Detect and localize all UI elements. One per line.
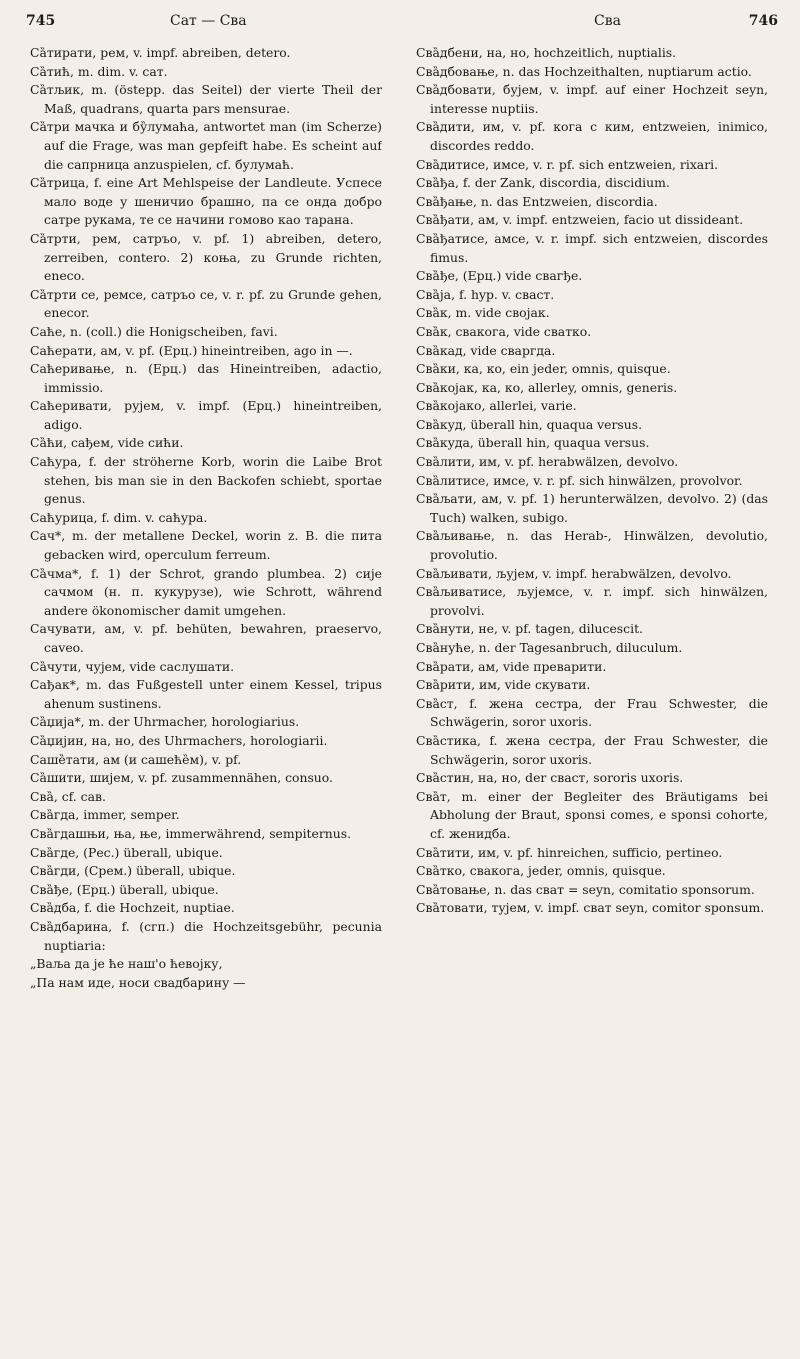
dictionary-entry: Сва̏љивати, љујем, v. impf. herabwälzen, devolvo. xyxy=(416,565,732,581)
dictionary-entry: Сва̏ђање, n. das Entzweien, discordia. xyxy=(416,193,658,209)
dictionary-entry: Сва̏ст, f. жена сестра, der Frau Schwester, die Schwägerin, soror uxoris. xyxy=(416,695,768,730)
dictionary-entry: Сва̏где, (Рес.) überall, ubique. xyxy=(30,844,223,860)
dictionary-entry: Сва̏стика, f. жена сестра, der Frau Schwester, die Schwägerin, soror uxoris. xyxy=(416,732,768,767)
dictionary-entry: Сва̏дбени, на, но, hochzeitlich, nuptialis. xyxy=(416,45,677,60)
dictionary-entry: Сва̏ки, ка, ко, ein jeder, omnis, quisque. xyxy=(416,361,671,377)
left-column xyxy=(30,44,382,1349)
dictionary-entry: Са̏тљик, m. (östeрр. das Seitel) der vierte Theil der Maß, quadrans, quarta pars mensurae. xyxy=(30,82,382,116)
dictionary-entry: Са̏џија*, m. der Uhrmacher, horologiarius. xyxy=(30,714,300,730)
dictionary-entry: Сва̏дбовати, бујем, v. impf. auf einer Hochzeit seyn, interesse nuptiis. xyxy=(416,82,768,116)
dictionary-entry: Сва̏љиватисе, љујемсе, v. r. impf. sich hinwälzen, provolvi. xyxy=(416,584,768,618)
dictionary-entry: Сва̏товање, n. das сват = seyn, comitatio sponsorum. xyxy=(416,881,755,897)
dictionary-entry: Сва̏лити, им, v. pf. herabwälzen, devolvo. xyxy=(416,454,679,470)
page-header xyxy=(26,8,778,34)
dictionary-entry: Са̏шити, шијем, v. pf. zusammennähen, consuo. xyxy=(30,770,333,786)
dictionary-entry: Сва̏стин, на, но, der сваст, sororis uxoris. xyxy=(416,770,684,786)
right-column xyxy=(416,44,768,1349)
dictionary-entry: Са̏чути, чујем, vide саслушати. xyxy=(30,658,235,674)
dictionary-entry: Сађак*, m. das Fußgestell unter einem Kessel, tripus ahenum sustinens. xyxy=(30,677,382,711)
dictionary-entry: Сва̏дитисе, имсе, v. r. pf. sich entzweien, rixari. xyxy=(416,156,719,172)
dictionary-entry: Сва̏рати, ам, vide преварити. xyxy=(416,658,607,674)
dictionary-entry: Саћерати, ам, v. pf. (Ерц.) hineintreiben, ago in —. xyxy=(30,342,353,358)
page-number-left: 745 xyxy=(26,13,56,29)
dictionary-entry: Сва̏кад, vide сваргда. xyxy=(416,342,556,358)
dictionary-entry: Са̏тић, m. dim. v. сат. xyxy=(30,63,168,79)
dictionary-entry: Сва̏, cf. сав. xyxy=(30,788,106,804)
dictionary-entry: Сва̏товати, тујем, v. impf. сват seyn, comitor sponsum. xyxy=(416,900,765,916)
dictionary-entry: Са̏чма*, f. 1) der Schrot, grando plumbea. 2) сије сачмом (н. п. кукурузе), wie Schrott, während andere ökonomischer damit umgehen. xyxy=(30,565,382,618)
dictionary-entry: Сва̏дбарина, f. (сгп.) die Hochzeitsgebühr, pecunia nuptiaria: xyxy=(30,918,382,953)
dictionary-entry: Сва̏тко, свакога, jeder, omnis, quisque. xyxy=(416,863,666,879)
dictionary-entry: Сва̏дбовање, n. das Hochzeithalten, nuptiarum actio. xyxy=(416,63,752,79)
dictionary-entry: Саћурица, f. dim. v. саћура. xyxy=(30,509,208,525)
dictionary-entry: Сва̏к, свакога, vide сватко. xyxy=(416,323,592,339)
verse-line: „Па нам иде, носи свадбарину — xyxy=(30,974,246,990)
dictionary-entry: Сва̏тити, им, v. pf. hinreichen, sufficio, pertineo. xyxy=(416,844,723,860)
dictionary-entry: Сва̏гди, (Срем.) überall, ubique. xyxy=(30,863,236,879)
dictionary-entry: Са̏трти, рем, сатръо, v. pf. 1) abreiben, detero, zerreiben, contero. 2) коња, zu Grunde richten, eneco. xyxy=(30,230,382,284)
dictionary-entry: Сва̏куд, überall hin, quaqua versus. xyxy=(416,416,643,432)
dictionary-entry: Сачувати, ам, v. pf. behüten, bewahren, praeservo, caveo. xyxy=(30,621,382,655)
dictionary-entry: Сва̏дба, f. die Hochzeit, nuptiae. xyxy=(30,900,235,916)
dictionary-entry: Сва̏куда, überall hin, quaqua versus. xyxy=(416,435,650,451)
dictionary-entry: Сва̏љивање, n. das Herab-, Hinwälzen, devolutio, provolutio. xyxy=(416,528,768,563)
dictionary-entry: Са̏џијин, на, но, des Uhrmachers, horologiarii. xyxy=(30,732,328,748)
dictionary-entry: Саће, n. (coll.) die Honigscheiben, favi. xyxy=(30,323,278,339)
dictionary-entry: Сва̏којак, ка, ко, allerley, omnis, generis. xyxy=(416,379,678,395)
dictionary-entry: Сва̏дити, им, v. pf. кога с ким, entzweien, inimico, discordes reddo. xyxy=(416,119,768,153)
guide-word-left: Сат — Сва xyxy=(170,13,247,29)
dictionary-entry: Сва̏ја, f. hyp. v. сваст. xyxy=(416,286,555,302)
dictionary-entry: Са̏трица, f. eine Art Mehlspeise der Landleute. Успесе мало воде у шеничио брашно, па се онда добро сатре рукама, те се начини гомово као тарана. xyxy=(30,175,382,228)
dictionary-entry: Са̏ћи, сађем, vide сићи. xyxy=(30,435,184,451)
dictionary-entry: Са̏три мачка и бу̏лумаћа, antwortet man (im Scherze) auf die Frage, was man gepfeift habe. Es scheint auf die сапрница anzuspielen, cf. булумаћ. xyxy=(30,119,382,172)
dictionary-entry: Сва̏к, m. vide својак. xyxy=(416,305,550,321)
verse-line: „Ваља да је ће наш'о ћевојку, xyxy=(30,956,223,972)
dictionary-entry: Сва̏ђати, ам, v. impf. entzweien, facio ut dissideant. xyxy=(416,212,744,228)
dictionary-entry: Сач*, m. der metallene Deckel, worin z. B. die пита gebacken wird, operculum ferreum. xyxy=(30,528,382,563)
dictionary-entry: Сва̏литисе, имсе, v. r. pf. sich hinwälzen, provolvor. xyxy=(416,472,743,488)
dictionary-entry: Сва̏нути, не, v. pf. tagen, dilucescit. xyxy=(416,621,643,637)
dictionary-entry: Са̏тирати, рем, v. impf. abreiben, detero. xyxy=(30,45,291,60)
dictionary-entry: Сва̏ђатисе, амсе, v. r. impf. sich entzweien, discordes fimus. xyxy=(416,230,768,265)
dictionary-entry: Сва̏гдашњи, ња, ње, immerwährend, sempiternus. xyxy=(30,825,352,841)
dictionary-entry: Сва̏којако, allerlei, varie. xyxy=(416,398,577,414)
dictionary-entry: Саћеривање, n. (Ерц.) das Hineintreiben, adactio, immissio. xyxy=(30,361,382,395)
dictionary-entry: Сва̏т, m. einer der Begleiter des Bräutigams bei Abholung der Braut, sponsi comes, e sponsi cohorte, cf. женидба. xyxy=(416,788,768,841)
dictionary-entry: Сва̏нуће, n. der Tagesanbruch, diluculum. xyxy=(416,640,683,655)
dictionary-entry: Сва̏ђе, (Ерц.) überall, ubique. xyxy=(30,881,219,897)
dictionary-entry: Саћеривати, рујем, v. impf. (Ерц.) hineintreiben, adigo. xyxy=(30,398,382,432)
dictionary-entry: Саћура, f. der ströherne Korb, worin die Laibe Brot stehen, bis man sie in den Backofen schiebt, sportae genus. xyxy=(30,454,382,507)
dictionary-entry: Сва̏рити, им, vide скувати. xyxy=(416,677,591,693)
page-number-right: 746 xyxy=(748,13,778,29)
dictionary-entry: Са̏трти се, ремсе, сатръо се, v. r. pf. zu Grunde gehen, enecor. xyxy=(30,286,382,321)
dictionary-entry: Сва̏љати, ам, v. pf. 1) herunterwälzen, devolvo. 2) (das Tuch) walken, subigo. xyxy=(416,491,768,525)
dictionary-entry: Сва̏ђе, (Ерц.) vide свагђе. xyxy=(416,268,583,284)
guide-word-right: Сва xyxy=(594,13,621,29)
dictionary-entry: Сва̏ђа, f. der Zank, discordia, discidium. xyxy=(416,175,670,191)
dictionary-entry: Саше̏тати, ам (и сашеће̏м), v. pf. xyxy=(30,751,242,767)
dictionary-entry: Сва̏гда, immer, semper. xyxy=(30,807,180,823)
